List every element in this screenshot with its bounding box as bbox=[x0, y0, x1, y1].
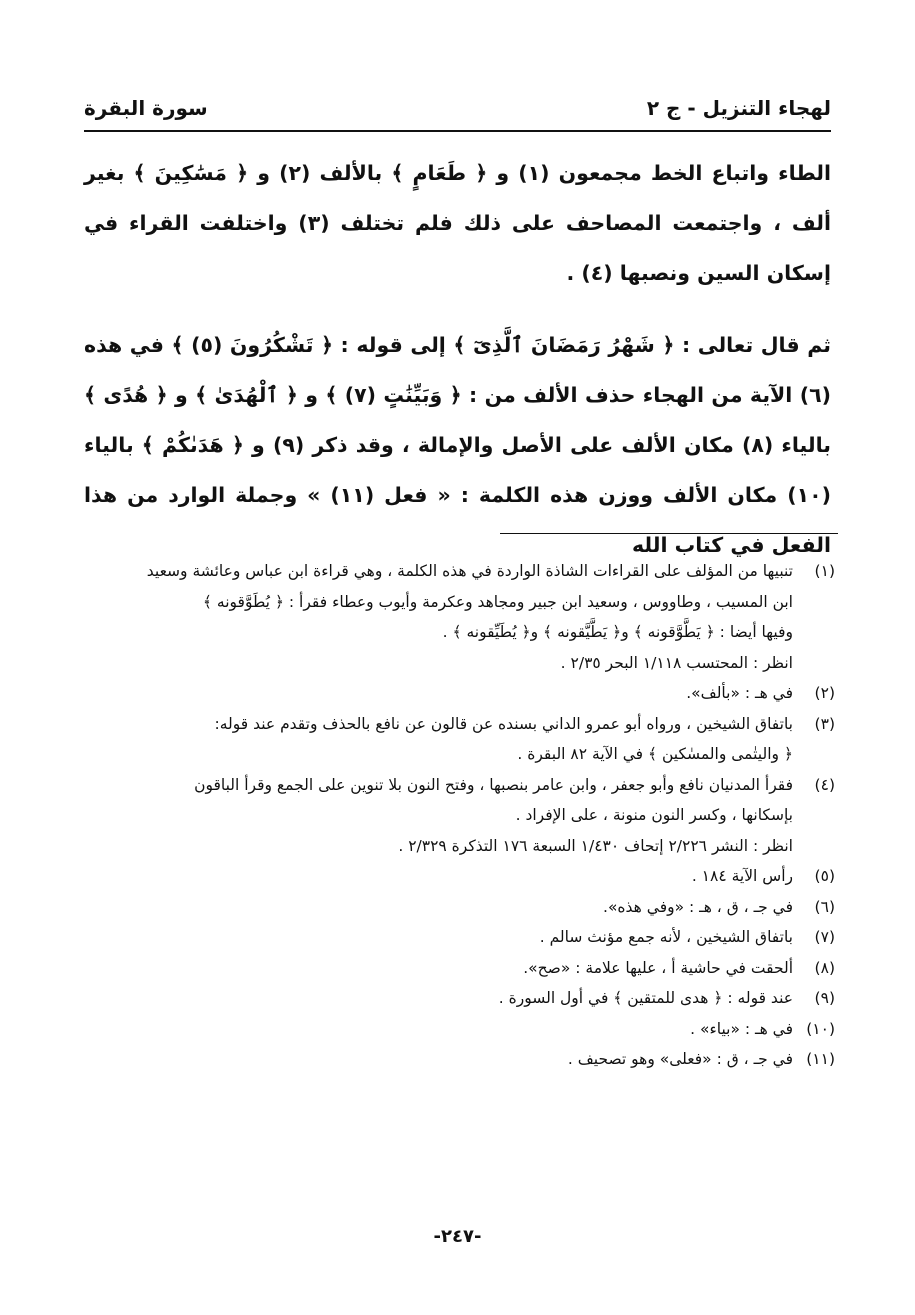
footnote-line: باتفاق الشيخين ، لأنه جمع مؤنث سالم . bbox=[539, 928, 793, 946]
footnote-line: فقرأ المدنيان نافع وأبو جعفر ، وابن عامر بنصبها ، وفتح النون بلا تنوين على الجمع وقرأ الباقون bbox=[194, 775, 793, 794]
footnote-line: في هـ : «بياء» . bbox=[690, 1019, 793, 1038]
footnote-line: ألحقت في حاشية أ ، عليها علامة : «صح». bbox=[523, 958, 793, 977]
footnote-number: (٨) bbox=[814, 958, 835, 977]
footnote-line: تنبيها من المؤلف على القراءات الشاذة الواردة في هذه الكلمة ، وهي قراءة ابن عباس وعائشة وسعيد bbox=[146, 562, 793, 580]
footnote bbox=[80, 556, 835, 678]
footnote-line: انظر : النشر ٢/٢٢٦ إتحاف ١/٤٣٠ السبعة ١٧٦ التذكرة ٢/٣٢٩ . bbox=[398, 836, 793, 855]
footnote bbox=[80, 1044, 835, 1075]
footnote-number: (١٠) bbox=[806, 1019, 835, 1038]
footnote bbox=[80, 709, 835, 770]
footnote-line: عند قوله : ﴿ هدى للمتقين ﴾ في أول السورة . bbox=[498, 989, 793, 1007]
footnote bbox=[80, 678, 835, 709]
footnote-number: (١) bbox=[814, 562, 835, 580]
footnote bbox=[80, 1014, 835, 1045]
footnote-line: رأس الآية ١٨٤ . bbox=[691, 867, 793, 885]
footnote-line: انظر : المحتسب ١/١١٨ البحر ٢/٣٥ . bbox=[560, 653, 793, 672]
footnotes bbox=[80, 556, 835, 1075]
footnote bbox=[80, 953, 835, 984]
footnote bbox=[80, 922, 835, 953]
surah-title: سورة البقرة bbox=[84, 96, 208, 120]
footnote bbox=[80, 983, 835, 1014]
footnote-line: باتفاق الشيخين ، ورواه أبو عمرو الداني بسنده عن قالون عن نافع بالحذف وتقدم عند قوله: bbox=[214, 714, 793, 733]
footnote-line: ﴿ واليتٰمى والمسٰكين ﴾ في الآية ٨٢ البقرة . bbox=[517, 745, 793, 763]
footnote-number: (٣) bbox=[814, 714, 835, 733]
footnote-line: ابن المسيب ، وطاووس ، وسعيد ابن جبير ومجاهد وعكرمة وأيوب وعطاء فقرأ : ﴿ يُطَوَّقونه ﴾ bbox=[202, 592, 793, 611]
footnote-line: بإسكانها ، وكسر النون منونة ، على الإفراد . bbox=[515, 806, 793, 824]
footnote-number: (٢) bbox=[814, 684, 835, 702]
footnote-number: (٥) bbox=[814, 867, 835, 885]
book-title: لهجاء التنزيل - ج ٢ bbox=[646, 96, 831, 120]
footnote-number: (٧) bbox=[814, 928, 835, 946]
text-line: مكان الألف على الأصل والإمالة ، وقد ذكر (٩) و ﴿ هَدَىٰكُمْ ﴾ بالياء (١٠) مكان bbox=[84, 433, 831, 507]
footnote-line: في جـ ، ق ، هـ : «وفي هذه». bbox=[603, 897, 793, 916]
paragraph bbox=[84, 148, 831, 298]
footnote-line: وفيها أيضا : ﴿ يَطَّوَّقونه ﴾ و﴿ يَطَّيَّقونه ﴾ و﴿ يُطَيِّقونه ﴾ . bbox=[442, 623, 793, 641]
page-number: -٢٤٧- bbox=[433, 1226, 482, 1247]
text-line: ثم قال تعالى : ﴿ شَهْرُ رَمَضَانَ ٱلَّذِىٓ ﴾ إلى قوله : ﴿ تَشْكُرُونَ (٥) ﴾ في هذه (٦) bbox=[84, 333, 831, 407]
text-line: الطاء واتباع الخط مجمعون (١) و ﴿ طَعَامٍ ﴾ بالألف (٢) و ﴿ مَسَٰكِينَ ﴾ بغير bbox=[84, 161, 832, 185]
footnote-number: (١١) bbox=[806, 1050, 835, 1068]
footnote-number: (٦) bbox=[814, 897, 835, 916]
text-line: السين ونصبها (٤) . bbox=[566, 261, 760, 285]
footnote-number: (٤) bbox=[814, 775, 835, 794]
text-line: الألف ووزن هذه الكلمة : « فعل (١١) » وجملة الوارد من هذا الفعل في كتاب الله bbox=[84, 483, 831, 557]
running-header bbox=[84, 80, 831, 120]
footnote-line: في هـ : «بألف». bbox=[686, 684, 793, 702]
footnote-separator bbox=[500, 533, 838, 534]
text-line: الآية من الهجاء حذف الألف من : ﴿ وَبَيِّنَٰتٍ (٧) ﴾ و ﴿ ٱلْهُدَىٰ ﴾ و ﴿ هُدًى ﴾ بالياء (٨) bbox=[84, 383, 831, 457]
footnote bbox=[80, 861, 835, 892]
main-text bbox=[84, 148, 831, 570]
footnote bbox=[80, 892, 835, 923]
header-rule bbox=[84, 130, 831, 132]
footnote bbox=[80, 770, 835, 862]
footnote-line: في جـ ، ق : «فعلى» وهو تصحيف . bbox=[567, 1050, 793, 1068]
text-line: ألف ، واجتمعت المصاحف على ذلك فلم تختلف (٣) واختلفت القراء في إسكان bbox=[84, 211, 832, 285]
footnote-number: (٩) bbox=[814, 989, 835, 1007]
